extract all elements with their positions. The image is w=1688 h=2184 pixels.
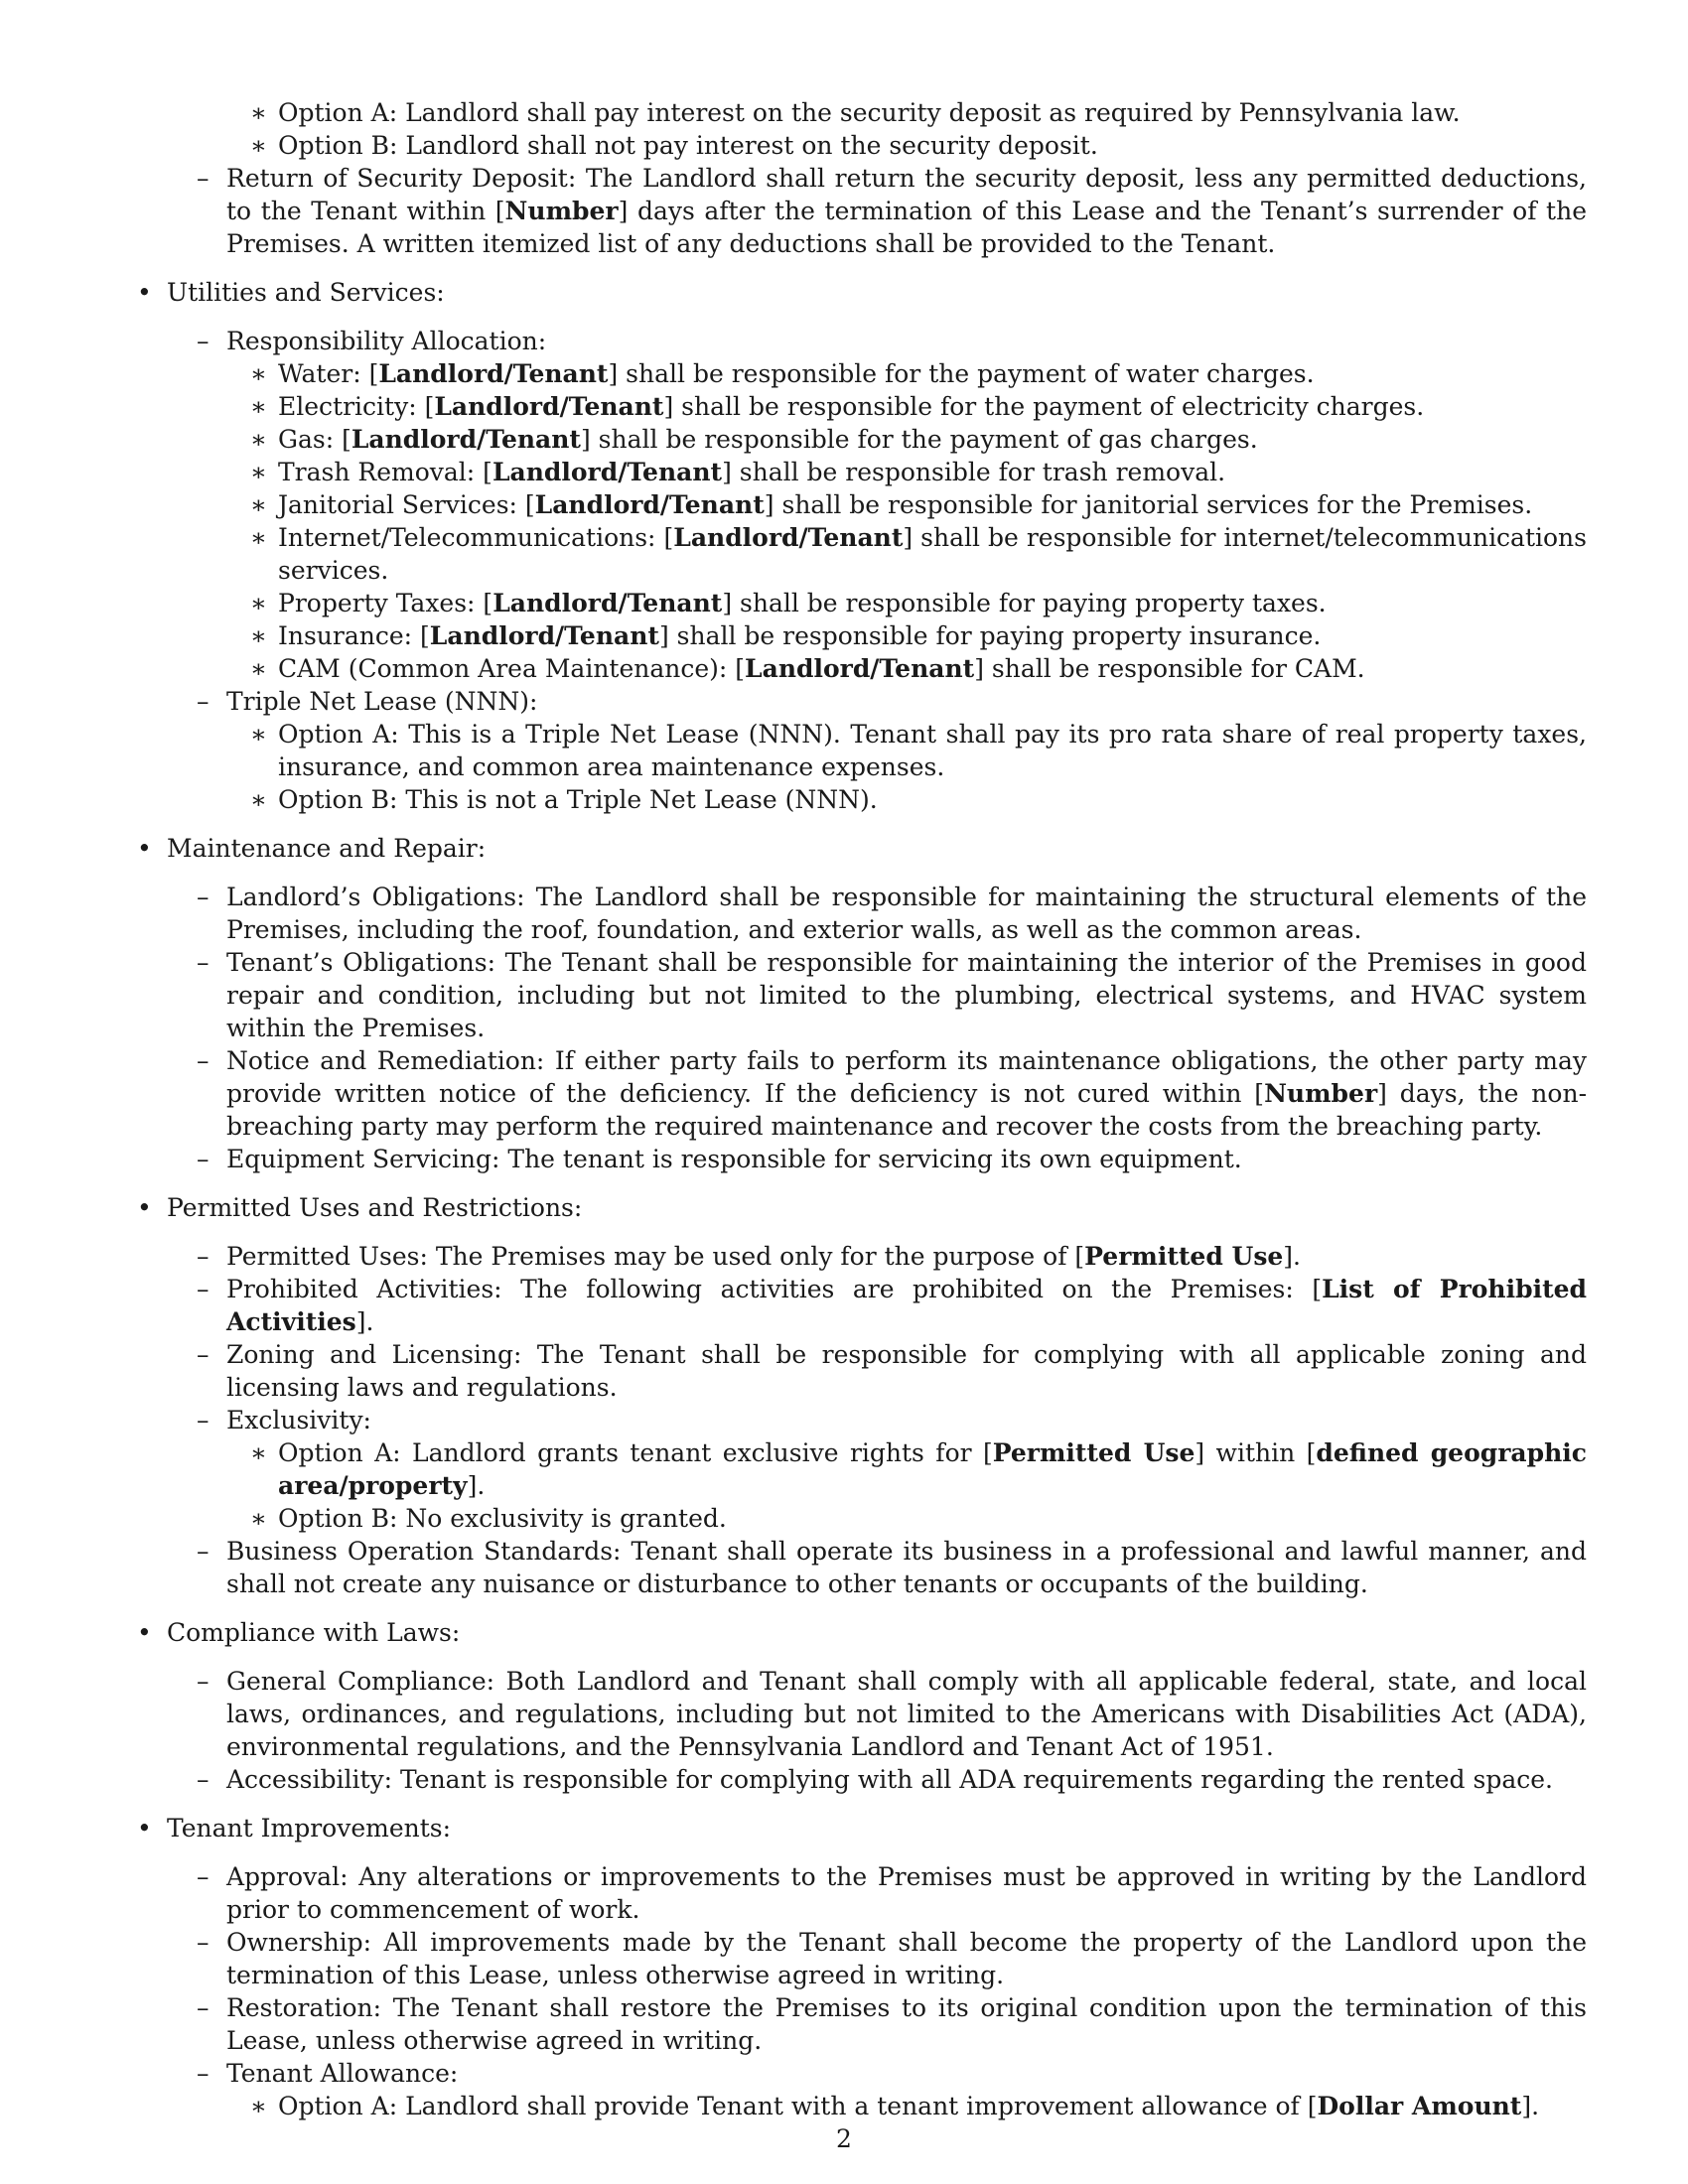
section-heading: • Compliance with Laws:	[137, 1618, 461, 1647]
section-permitted-uses	[137, 1191, 1587, 1224]
dash-bullet-icon: –	[197, 1862, 210, 1891]
dash-bullet-icon: –	[197, 1537, 210, 1566]
dash-bullet-icon: –	[197, 687, 210, 716]
utility-item-water: ∗ Water: [Landlord/Tenant] shall be responsible for the payment of water charges.	[250, 359, 1315, 388]
allowance-option-a: ∗ Option A: Landlord shall provide Tenant with a tenant improvement allowance of [Dollar Amount].	[250, 2092, 1540, 2120]
dash-bullet-icon: –	[197, 1275, 210, 1303]
asterisk-bullet-icon: ∗	[250, 785, 267, 814]
utility-item-internet: ∗ Internet/Telecommunications: [Landlord/Tenant] shall be responsible for internet/telecommunications services.	[250, 523, 1587, 585]
dash-bullet-icon: –	[197, 327, 210, 355]
dash-bullet-icon: –	[197, 1406, 210, 1434]
section-heading: • Maintenance and Repair:	[137, 834, 487, 863]
dash-bullet-icon: –	[197, 164, 210, 193]
asterisk-bullet-icon: ∗	[250, 1438, 267, 1467]
asterisk-bullet-icon: ∗	[250, 621, 267, 650]
business-operation-standards-item: – Business Operation Standards: Tenant shall operate its business in a professional and lawful manner, and shall not create any nuisance or disturbance to other tenants or occupants of the building.	[197, 1537, 1587, 1598]
security-deposit-option-a: ∗ Option A: Landlord shall pay interest on the security deposit as required by Pennsylvania law.	[250, 98, 1461, 127]
utility-item-electricity: ∗ Electricity: [Landlord/Tenant] shall be responsible for the payment of electricity charges.	[250, 392, 1425, 421]
accessibility-item: – Accessibility: Tenant is responsible for complying with all ADA requirements regarding the rented space.	[197, 1765, 1553, 1794]
dash-bullet-icon: –	[197, 1340, 210, 1369]
bullet-icon: •	[137, 834, 152, 863]
dash-bullet-icon: –	[197, 1046, 210, 1075]
asterisk-bullet-icon: ∗	[250, 1504, 267, 1533]
dash-bullet-icon: –	[197, 1145, 210, 1173]
nnn-option-a: ∗ Option A: This is a Triple Net Lease (NNN). Tenant shall pay its pro rata share of real property taxes, insurance, and common area maintenance expenses.	[250, 720, 1587, 781]
utility-item-janitorial: ∗ Janitorial Services: [Landlord/Tenant] shall be responsible for janitorial services for the Premises.	[250, 490, 1533, 519]
exclusivity-option-a: ∗ Option A: Landlord grants tenant exclusive rights for [Permitted Use] within [defined geographic area/property].	[250, 1438, 1587, 1500]
tenant-allowance-item: – Tenant Allowance:	[197, 2059, 459, 2088]
asterisk-bullet-icon: ∗	[250, 490, 267, 519]
section-maintenance	[137, 832, 1587, 865]
section-compliance	[137, 1616, 1587, 1649]
prohibited-activities-item: – Prohibited Activities: The following activities are prohibited on the Premises: [List of Prohibited Activities].	[197, 1275, 1588, 1336]
lease-document-body	[0, 96, 1688, 2122]
asterisk-bullet-icon: ∗	[250, 458, 267, 486]
dash-bullet-icon: –	[197, 1667, 210, 1696]
dash-bullet-icon: –	[197, 883, 210, 911]
dash-bullet-icon: –	[197, 1993, 210, 2022]
responsibility-allocation-item: – Responsibility Allocation:	[197, 327, 547, 355]
dash-bullet-icon: –	[197, 1928, 210, 1957]
asterisk-bullet-icon: ∗	[250, 720, 267, 749]
asterisk-bullet-icon: ∗	[250, 654, 267, 683]
return-security-deposit-item: – Return of Security Deposit: The Landlord shall return the security deposit, less any permitted deductions, to the Tenant within [Number] days after the termination of this Lease and the Tenant’s surrender of the Premises. A written itemized list of any deductions shall be provided to the Tenant.	[197, 164, 1587, 258]
approval-item: – Approval: Any alterations or improvements to the Premises must be approved in writing by the Landlord prior to commencement of work.	[197, 1862, 1587, 1924]
nnn-option-b: ∗ Option B: This is not a Triple Net Lease (NNN).	[250, 785, 878, 814]
ownership-item: – Ownership: All improvements made by the Tenant shall become the property of the Landlord upon the termination of this Lease, unless otherwise agreed in writing.	[197, 1928, 1587, 1989]
asterisk-bullet-icon: ∗	[250, 2092, 267, 2120]
section-heading: • Tenant Improvements:	[137, 1814, 452, 1843]
general-compliance-item: – General Compliance: Both Landlord and Tenant shall comply with all applicable federal, state, and local laws, ordinances, and regulations, including but not limited to the Americans with Disabilities Act (ADA), environmental regulations, and the Pennsylvania Landlord and Tenant Act of 1951.	[197, 1667, 1587, 1761]
exclusivity-item: – Exclusivity:	[197, 1406, 371, 1434]
exclusivity-option-b: ∗ Option B: No exclusivity is granted.	[250, 1504, 727, 1533]
permitted-uses-item: – Permitted Uses: The Premises may be used only for the purpose of [Permitted Use].	[197, 1242, 1301, 1271]
triple-net-lease-item: – Triple Net Lease (NNN):	[197, 687, 538, 716]
dash-bullet-icon: –	[197, 948, 210, 977]
utility-item-trash: ∗ Trash Removal: [Landlord/Tenant] shall be responsible for trash removal.	[250, 458, 1226, 486]
tenant-obligations-item: – Tenant’s Obligations: The Tenant shall be responsible for maintaining the interior of the Premises in good repair and condition, including but not limited to the plumbing, electrical systems, and HVAC system within the Premises.	[197, 948, 1587, 1042]
dash-bullet-icon: –	[197, 1765, 210, 1794]
asterisk-bullet-icon: ∗	[250, 425, 267, 454]
section-utilities	[137, 276, 1587, 309]
asterisk-bullet-icon: ∗	[250, 131, 267, 160]
asterisk-bullet-icon: ∗	[250, 523, 267, 552]
bullet-icon: •	[137, 1193, 152, 1222]
section-tenant-improvements	[137, 1812, 1587, 1844]
asterisk-bullet-icon: ∗	[250, 359, 267, 388]
asterisk-bullet-icon: ∗	[250, 589, 267, 617]
section-heading: • Utilities and Services:	[137, 278, 445, 307]
utility-item-insurance: ∗ Insurance: [Landlord/Tenant] shall be responsible for paying property insurance.	[250, 621, 1322, 650]
utility-item-cam: ∗ CAM (Common Area Maintenance): [Landlord/Tenant] shall be responsible for CAM.	[250, 654, 1365, 683]
dash-bullet-icon: –	[197, 2059, 210, 2088]
asterisk-bullet-icon: ∗	[250, 392, 267, 421]
page-number: 2	[836, 2124, 852, 2153]
equipment-servicing-item: – Equipment Servicing: The tenant is responsible for servicing its own equipment.	[197, 1145, 1242, 1173]
security-deposit-option-b: ∗ Option B: Landlord shall not pay interest on the security deposit.	[250, 131, 1098, 160]
landlord-obligations-item: – Landlord’s Obligations: The Landlord shall be responsible for maintaining the structural elements of the Premises, including the roof, foundation, and exterior walls, as well as the common areas.	[197, 883, 1587, 944]
zoning-licensing-item: – Zoning and Licensing: The Tenant shall be responsible for complying with all applicable zoning and licensing laws and regulations.	[197, 1340, 1587, 1402]
dash-bullet-icon: –	[197, 1242, 210, 1271]
bullet-icon: •	[137, 1618, 152, 1647]
utility-item-property-taxes: ∗ Property Taxes: [Landlord/Tenant] shall be responsible for paying property taxes.	[250, 589, 1327, 617]
notice-remediation-item: – Notice and Remediation: If either party fails to perform its maintenance obligations, the other party may provide written notice of the deficiency. If the deficiency is not cured within [Number] days, the non-breaching party may perform the required maintenance and recover the costs from the breaching party.	[197, 1046, 1588, 1141]
asterisk-bullet-icon: ∗	[250, 98, 267, 127]
section-heading: • Permitted Uses and Restrictions:	[137, 1193, 583, 1222]
utility-item-gas: ∗ Gas: [Landlord/Tenant] shall be responsible for the payment of gas charges.	[250, 425, 1258, 454]
bullet-icon: •	[137, 278, 152, 307]
restoration-item: – Restoration: The Tenant shall restore the Premises to its original condition upon the termination of this Lease, unless otherwise agreed in writing.	[197, 1993, 1587, 2055]
bullet-icon: •	[137, 1814, 152, 1843]
